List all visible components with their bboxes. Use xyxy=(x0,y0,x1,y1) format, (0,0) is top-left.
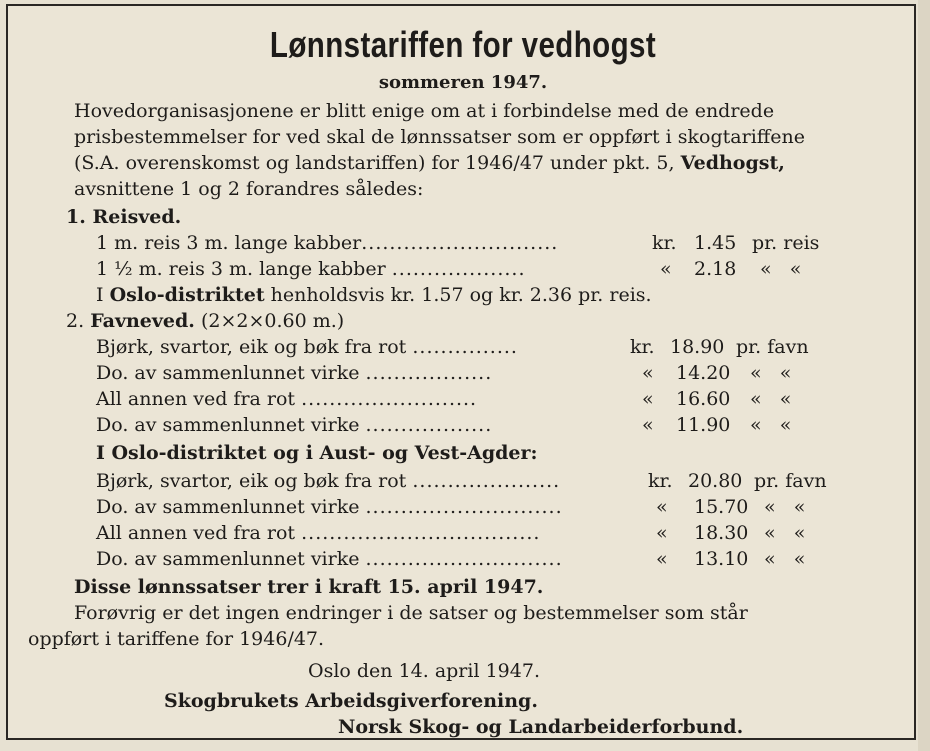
reisved-oslo-line: I Oslo-distriktet henholdsvis kr. 1.57 og kr. 2.36 pr. reis. xyxy=(96,284,652,306)
intro-line-3: (S.A. overenskomst og landstariffen) for 1946/47 under pkt. 5, Vedhogst, xyxy=(74,152,785,174)
article-subtitle: sommeren 1947. xyxy=(378,72,548,93)
intro-line-4: avsnittene 1 og 2 forandres således: xyxy=(74,178,424,200)
closing-line-1: Forøvrig er det ingen endringer i de satser og bestemmelser som står xyxy=(74,602,748,624)
closing-line-2: oppført i tariffene for 1946/47. xyxy=(28,628,325,650)
intro-line-1: Hovedorganisasjonene er blitt enige om at i forbindelse med de endrede xyxy=(74,100,775,122)
adjacent-column-edge xyxy=(918,0,930,751)
oslo-agder-heading: I Oslo-distriktet og i Aust- og Vest-Agder: xyxy=(96,442,538,464)
section-1-heading: 1. Reisved. xyxy=(66,206,182,228)
section-2-heading: 2. Favneved. (2×2×0.60 m.) xyxy=(66,310,345,332)
signature-employers: Skogbrukets Arbeidsgiverforening. xyxy=(164,690,538,712)
newspaper-clipping: Lønnstariffen for vedhogst sommeren 1947. Hovedorganisasjonene er blitt enige om at i forbindelse med de endrede prisbestemmelser for ved skal de lønnssatser som er oppført i skogtariffene (S.A. overenskomst og landstariffen) for 1946/47 under pkt. 5, Vedhogst, avsnittene 1 og 2 forandres således: 1. Reisved. 1 m. reis 3 m. lange kabber............................ kr. 1.45 pr. reis 1 ½ m. reis 3 m. lange kabber ................... « 2.18 « « I Oslo-distriktet henholdsvis kr. 1.57 og kr. 2.36 pr. reis. 2. Favneved. (2×2×0.60 m.) Bjørk, svartor, eik og bøk fra rot ............... kr. 18.90 pr. favn Do. av sammenlunnet virke .................. « 14.20 « « All annen ved fra rot ......................... « 16.60 « « Do. av sammenlunnet virke .................. « 11.90 « « I Oslo-distriktet og i Aust- og Vest-Agder: Bjørk, svartor, eik og bøk fra rot ..................... kr. 20.80 pr. favn Do. av sammenlunnet virke ............................ « 15.70 « « All annen ved fra rot .................................. « 18.30 « « Do. av sammenlunnet virke ............................ « 13.10 « « Disse lønnssatser trer i kraft 15. april 1947. Forøvrig er det ingen endringer i de satser og bestemmelser som står oppført i tariffene for 1946/47. Oslo den 14. april 1947. Skogbrukets Arbeidsgiverforening. Norsk Skog- og Landarbeiderforbund. xyxy=(6,4,916,740)
dateline: Oslo den 14. april 1947. xyxy=(308,660,540,682)
article-title: Lønnstariffen for vedhogst xyxy=(269,24,657,65)
effective-date-line: Disse lønnssatser trer i kraft 15. april 1947. xyxy=(74,576,544,598)
intro-line-2: prisbestemmelser for ved skal de lønnssatser som er oppført i skogtariffene xyxy=(74,126,806,148)
signature-union: Norsk Skog- og Landarbeiderforbund. xyxy=(338,716,744,738)
